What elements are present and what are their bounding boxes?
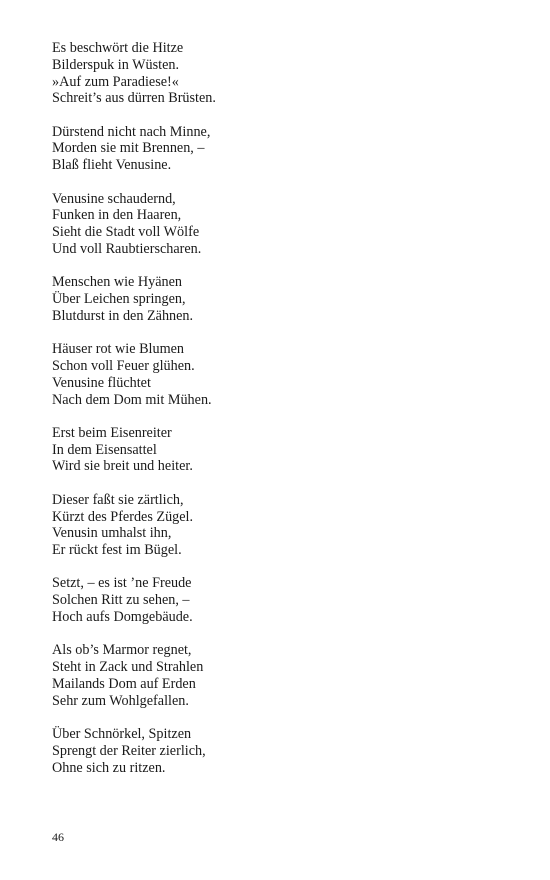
stanza-1 (52, 40, 512, 107)
poem-line: Wird sie breit und heiter. (52, 458, 193, 475)
poem-line: Über Schnörkel, Spitzen (52, 726, 192, 742)
poem-line: Als ob’s Marmor regnet, (52, 642, 192, 659)
poem-line: Bilderspuk in Wüsten. (52, 56, 180, 73)
poem-line: Dieser faßt sie zärtlich, (52, 491, 184, 508)
poem-line: Es beschwört die Hitze (52, 40, 184, 56)
page-number: 46 (52, 830, 64, 844)
poem-line: Venusine schaudernd, (52, 190, 176, 207)
poem-line: Menschen wie Hyänen (52, 274, 183, 291)
stanza-3 (52, 191, 512, 258)
poem-line: Und voll Raubtierscharen. (52, 240, 202, 257)
poem-line: Funken in den Haaren, (52, 207, 182, 224)
poem-body (52, 40, 512, 793)
poem-line: Erst beim Eisenreiter (52, 424, 172, 441)
poem-line: Blutdurst in den Zähnen. (52, 307, 194, 324)
poem-line: Sprengt der Reiter zierlich, (52, 742, 206, 759)
poem-line: »Auf zum Paradiese!« (52, 73, 179, 90)
poem-line: Solchen Ritt zu sehen, – (52, 592, 190, 609)
poem-line: In dem Eisensattel (52, 441, 157, 458)
poem-line: Nach dem Dom mit Mühen. (52, 391, 212, 408)
poem-line: Schreit’s aus dürren Brüsten. (52, 90, 216, 107)
poem-line: Dürstend nicht nach Minne, (52, 123, 211, 140)
poem-line: Venusin umhalst ihn, (52, 525, 172, 542)
poem-line: Morden sie mit Brennen, – (52, 140, 205, 157)
stanza-9 (52, 642, 512, 709)
poem-line: Schon voll Feuer glühen. (52, 357, 195, 374)
poem-line: Sieht die Stadt voll Wölfe (52, 224, 200, 241)
poem-line: Häuser rot wie Blumen (52, 341, 184, 358)
stanza-4 (52, 274, 512, 324)
stanza-6 (52, 425, 512, 475)
poem-line: Venusine flüchtet (52, 374, 151, 391)
poem-line: Hoch aufs Domgebäude. (52, 609, 193, 626)
poem-line: Kürzt des Pferdes Zügel. (52, 508, 194, 525)
poem-line: Ohne sich zu ritzen. (52, 759, 166, 776)
stanza-10 (52, 726, 512, 776)
stanza-2 (52, 124, 512, 174)
poem-line: Blaß flieht Venusine. (52, 157, 172, 174)
stanza-7 (52, 492, 512, 559)
poem-line: Steht in Zack und Strahlen (52, 659, 204, 676)
stanza-5 (52, 341, 512, 408)
poem-line: Setzt, – es ist ’ne Freude (52, 575, 192, 592)
stanza-8 (52, 575, 512, 625)
poem-line: Mailands Dom auf Erden (52, 675, 196, 692)
poem-line: Er rückt fest im Bügel. (52, 542, 182, 559)
poem-line: Sehr zum Wohlgefallen. (52, 692, 189, 709)
poem-line: Über Leichen springen, (52, 291, 186, 308)
